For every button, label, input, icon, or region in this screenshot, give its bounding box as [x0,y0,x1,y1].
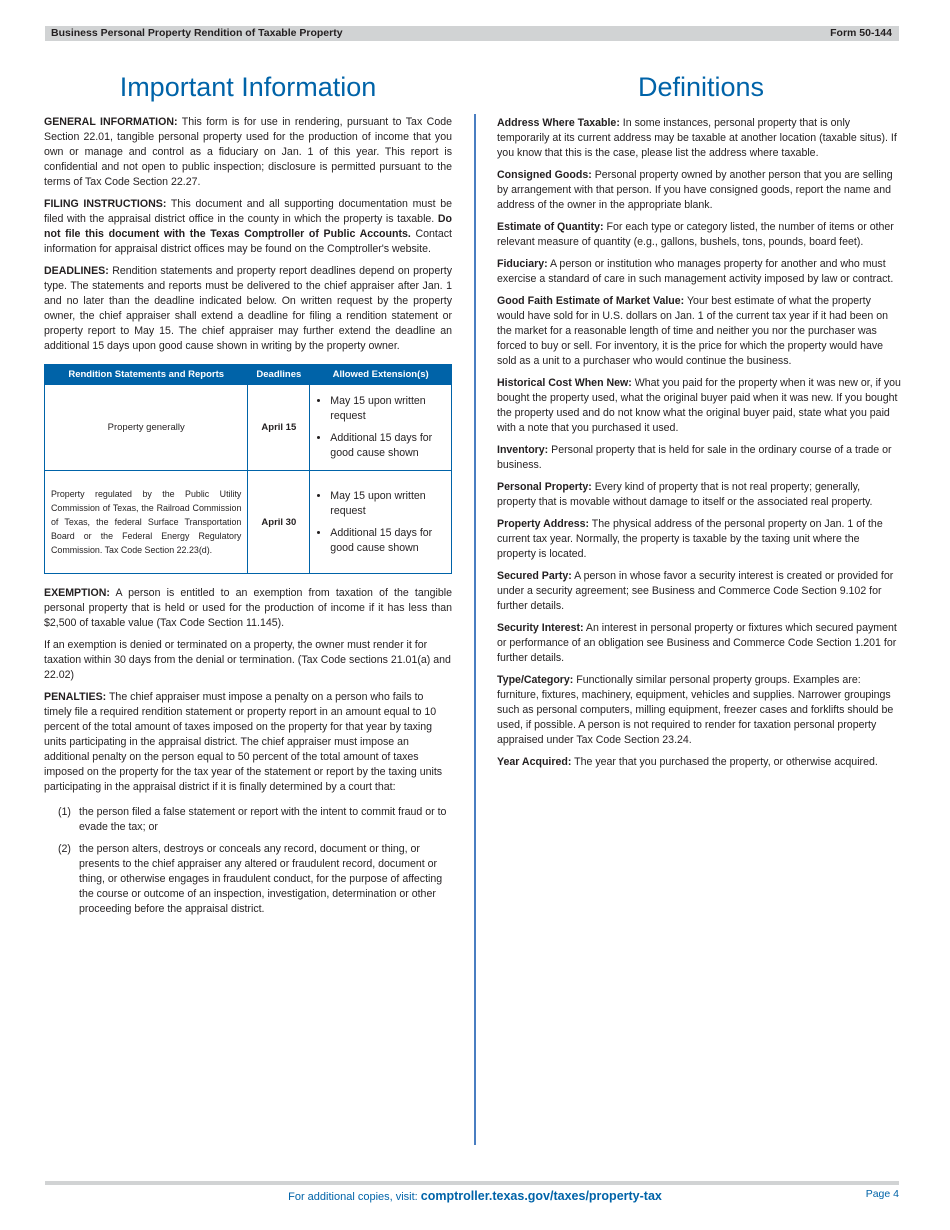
extension-item: • May 15 upon written request [330,489,445,519]
definition-text: A person in whose favor a security interest is created or provided for under a security agreement; see Business and Commerce Code Section 9.102 for further details. [497,570,894,612]
definition-term: Historical Cost When New: [497,377,632,389]
definition-term: Personal Property: [497,481,592,493]
exemption-label: EXEMPTION: [44,587,110,599]
definition-text: For each type or category listed, the number of items or other relevant measure of quantity (e.g., gallons, bushels, tons, pounds, board feet). [497,221,894,248]
list-item-number: (2) [58,843,71,855]
filing-instructions-label: FILING INSTRUCTIONS: [44,198,167,210]
comptroller-website-link[interactable]: comptroller.texas.gov/taxes/property-tax [420,1189,662,1203]
list-item-number: (1) [58,806,71,818]
filing-instructions-paragraph [44,197,452,257]
penalties-label: PENALTIES: [44,691,107,703]
footer-prefix: For additional copies, visit: [288,1191,421,1203]
definition-personal-property [497,480,901,510]
general-information-text: This form is for use in rendering, pursuant to Tax Code Section 22.01, tangible personal property used for the production of income that you own or manage and control as a fiduciary on Jan. 1 of this year. This report is confidential and not open to public inspection; disclosure is permitted pursuant to the terms of Tax Code Section 22.27. [44,116,452,188]
definition-text: The year that you purchased the property, or otherwise acquired. [571,756,878,768]
penalties-paragraph [44,690,452,795]
definition-year-acquired [497,755,901,770]
table-header-row [45,365,452,385]
definition-term: Consigned Goods: [497,169,592,181]
general-information-paragraph [44,115,452,190]
definition-term: Fiduciary: [497,258,548,270]
definition-text: Functionally similar personal property groups. Examples are: furniture, fixtures, machinery, equipment, vehicles and supplies. Narrower groupings such as personal computers, milling equipment, freezer cases and forklifts should be used, if possible. A person is not required to render for taxation personal property appraised under Tax Code Section 23.24. [497,674,894,746]
definition-type-category [497,673,901,748]
definition-inventory [497,443,901,473]
definition-term: Property Address: [497,518,590,530]
definition-text: What you paid for the property when it was new or, if you bought the property used, what the original buyer paid when it was new. If you bought the property used and do not know what the original buyer paid, state what you paid with a note that you purchased it used. [497,377,901,434]
table-cell-description: Property generally [45,385,248,471]
definition-address-where-taxable [497,116,901,161]
table-cell-description: Property regulated by the Public Utility Commission of Texas, the Railroad Commission of Texas, the federal Surface Transportation Board or the Federal Energy Regulatory Commission. Tax Code Section 22.23(d). [45,471,248,574]
definition-term: Type/Category: [497,674,574,686]
definitions-heading: Definitions [637,72,765,102]
table-header-cell: Rendition Statements and Reports [45,365,248,385]
filing-instructions-contact: Contact information for appraisal district offices may be found on the Comptroller's website. [44,228,453,255]
important-information-heading: Important Information [119,72,377,102]
table-cell-deadline: April 15 [248,385,310,471]
filing-instructions-warning: Do not file this document with the Texas Comptroller of Public Accounts. [44,213,452,240]
exemption-denial-paragraph: If an exemption is denied or terminated on a property, the owner must render it for taxation within 30 days from the denial or termination. (Tax Code sections 21.01(a) and 22.02) [44,639,451,681]
extension-item: • Additional 15 days for good cause shown [330,431,445,461]
definition-historical-cost [497,376,901,436]
definition-term: Inventory: [497,444,549,456]
table-header-cell: Deadlines [248,365,310,385]
general-information-label: GENERAL INFORMATION: [44,116,178,128]
list-item [44,842,452,917]
deadlines-table [44,364,452,574]
definition-term: Secured Party: [497,570,572,582]
penalties-text: The chief appraiser must impose a penalty on a person who fails to timely file a required rendition statement or property report in an amount equal to 10 percent of the total amount of taxes imposed on the property for that year by taxing units participating in the appraisal district. The chief appraiser must impose an additional penalty on the person equal to 50 percent of the total amount of taxes imposed on the property for the tax year of the statement or report by the taxing units participating in the appraisal district if it is finally determined by a court that: [44,691,443,793]
definition-secured-party [497,569,901,614]
important-information-column [44,115,452,924]
table-cell-extensions [310,471,452,574]
definition-text: Personal property that is held for sale in the ordinary course of a trade or business. [497,444,892,471]
definition-text: Personal property owned by another person that you are selling by arrangement with that person. If you have consigned goods, report the name and address of the owner in the appropriate blank. [497,169,893,211]
definition-text: The physical address of the personal property on Jan. 1 of the current tax year. Normally, the property is taxable by the taxing unit where the property is located. [497,518,883,560]
definition-text: Every kind of property that is not real property; generally, property that is movable without damage to itself or the associated real property. [497,481,873,508]
definition-good-faith-estimate [497,294,901,369]
definition-text: In some instances, personal property that is only temporarily at its current address may be taxable at another location (taxable situs). If you know that this is the case, please list the address where taxable. [497,117,897,159]
definition-term: Estimate of Quantity: [497,221,604,233]
form-title: Business Personal Property Rendition of Taxable Property [51,27,343,39]
definition-estimate-of-quantity [497,220,901,250]
form-number: Form 50-144 [830,27,892,39]
exemption-paragraph [44,586,452,631]
definition-fiduciary [497,257,901,287]
list-item [44,805,452,835]
footer-copies-note [0,1189,950,1203]
extension-item: • Additional 15 days for good cause shown [330,526,445,556]
list-item-text: the person filed a false statement or report with the intent to commit fraud or to evade the tax; or [79,806,447,833]
definition-security-interest [497,621,901,666]
deadlines-paragraph [44,264,452,354]
definition-property-address [497,517,901,562]
table-header-cell: Allowed Extension(s) [310,365,452,385]
penalties-list [44,805,452,917]
definition-text: Your best estimate of what the property would have sold for in U.S. dollars on Jan. 1 of the current tax year if it had been on the market for a reasonable length of time and neither you nor the purchaser was forced to buy or sell. For inventory, it is the price for which the property would have sold as a unit to a purchaser who would continue the business. [497,295,889,367]
table-cell-deadline: April 30 [248,471,310,574]
filing-instructions-text: This document and all supporting documentation must be filed with the appraisal district office in the county in which the property is taxable. [44,198,452,225]
definition-term: Good Faith Estimate of Market Value: [497,295,685,307]
table-row [45,471,452,574]
exemption-text: A person is entitled to an exemption from taxation of the tangible personal property that is held or used for the production of income if it has less than $2,500 of taxable value (Tax Code Section 11.145). [44,587,452,629]
table-cell-extensions [310,385,452,471]
table-row [45,385,452,471]
definition-text: An interest in personal property or fixtures which secured payment or performance of an obligation see Business and Commerce Code Section 1.201 for further details. [497,622,897,664]
definition-term: Year Acquired: [497,756,572,768]
definition-text: A person or institution who manages property for another and who must exercise a standard of care in such management activity imposed by law or contract. [497,258,894,285]
column-divider [474,114,476,1145]
deadlines-text: Rendition statements and property report deadlines depend on property type. The statements and reports must be delivered to the chief appraiser after Jan. 1 and no later than the deadline indicated below. On written request by the property owner, the chief appraiser shall extend a deadline for filing a rendition statement or property report to May 15. The chief appraiser may further extend the deadline an additional 15 days upon good cause shown in writing by the property owner. [44,265,452,352]
form-header-bar [45,26,899,41]
list-item-text: the person alters, destroys or conceals any record, document or thing, or presents to the chief appraiser any altered or fraudulent record, document or thing, or otherwise engages in fraudulent conduct, for the purpose of affecting the course or outcome of an inspection, investigation, determination or other proceeding before the appraisal district. [79,843,443,915]
definition-term: Address Where Taxable: [497,117,620,129]
definitions-column [497,116,901,777]
definition-consigned-goods [497,168,901,213]
extension-item: • May 15 upon written request [330,394,445,424]
page-number: Page 4 [865,1188,899,1200]
deadlines-label: DEADLINES: [44,265,109,277]
definition-term: Security Interest: [497,622,584,634]
footer-rule [45,1181,899,1185]
